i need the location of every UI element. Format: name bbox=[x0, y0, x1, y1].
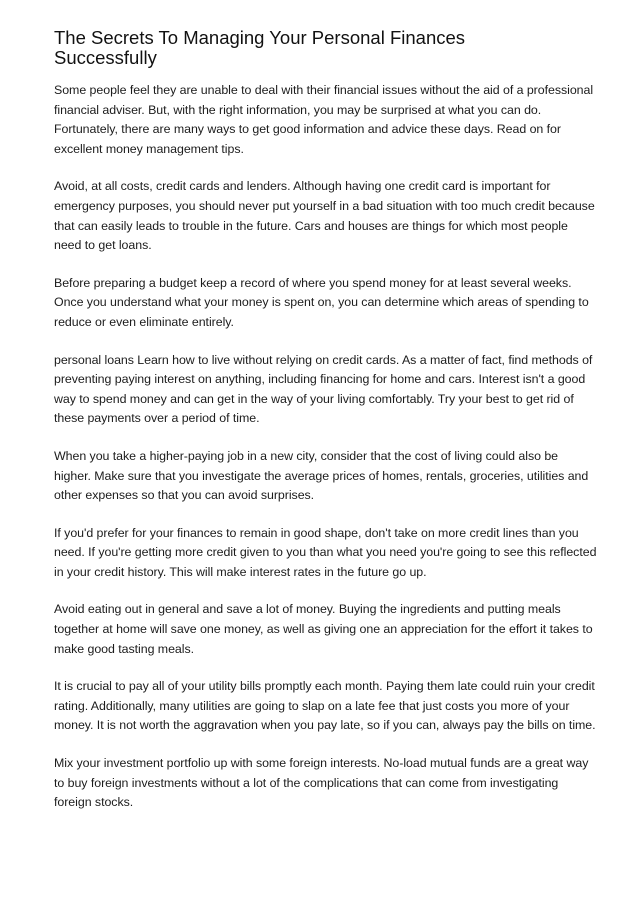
document-body bbox=[54, 81, 598, 813]
paragraph: Avoid, at all costs, credit cards and lenders. Although having one credit card is important for emergency purposes, you should never put yourself in a bad situation with too much credit because that can easily leads to trouble in the future. Cars and houses are things for which most people need to get loans. bbox=[54, 179, 595, 253]
paragraph: Mix your investment portfolio up with some foreign interests. No-load mutual funds are a great way to buy foreign investments without a lot of the complications that can come from investigating foreign stocks. bbox=[54, 756, 589, 810]
paragraph: personal loans Learn how to live without relying on credit cards. As a matter of fact, find methods of preventing paying interest on anything, including financing for home and cars. Interest isn't a good way to spend money and can get in the way of your living comfortably. Try your best to get rid of these payments over a period of time. bbox=[54, 352, 593, 426]
paragraph: When you take a higher-paying job in a new city, consider that the cost of living could also be higher. Make sure that you investigate the average prices of homes, rentals, groceries, utilities and other expenses so that you can avoid surprises. bbox=[54, 448, 589, 503]
page-title: The Secrets To Managing Your Personal Finances Successfully bbox=[54, 27, 466, 68]
paragraph: It is crucial to pay all of your utility bills promptly each month. Paying them late could ruin your credit rating. Additionally, many utilities are going to slap on a late fee that just costs you more of your money. It is not worth the aggravation when you pay late, so if you can, always pay the bills on time. bbox=[54, 679, 596, 733]
paragraph: Some people feel they are unable to deal with their financial issues without the aid of a professional financial adviser. But, with the right information, you may be surprised at what you can do. Fortunately, there are many ways to get good information and advice these days. Read on for excellent money management tips. bbox=[54, 83, 594, 156]
paragraph: If you'd prefer for your finances to remain in good shape, don't take on more credit lines than you need. If you're getting more credit given to you than what you need you're going to see this reflected in your credit history. This will make interest rates in the future go up. bbox=[54, 525, 597, 579]
paragraph: Before preparing a budget keep a record of where you spend money for at least several weeks. Once you understand what your money is spent on, you can determine which areas of spending to reduce or even eliminate entirely. bbox=[54, 275, 589, 329]
paragraph: Avoid eating out in general and save a lot of money. Buying the ingredients and putting meals together at home will save one money, as well as giving one an appreciation for the effort it takes to make good tasting meals. bbox=[54, 602, 593, 656]
